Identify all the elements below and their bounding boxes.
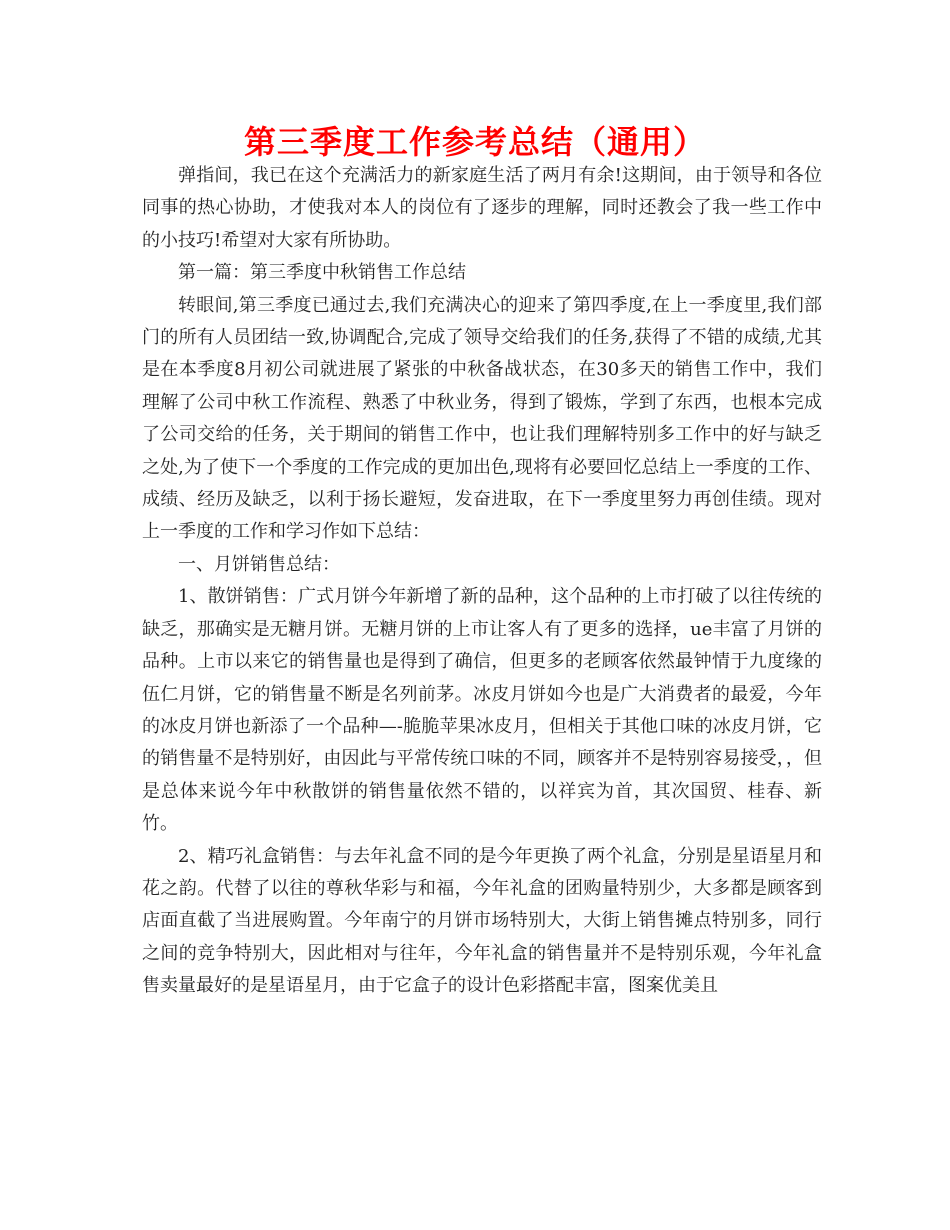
subsection-heading: 一、月饼销售总结：	[178, 553, 340, 575]
section-heading: 第一篇：第三季度中秋销售工作总结	[178, 262, 466, 284]
paragraph-loose-mooncakes: 1、散饼销售：广式月饼今年新增了新的品种，这个品种的上市打破了以往传统的缺乏，那确实是无糖月饼。无糖月饼的上市让客人有了更多的选择，ue丰富了月饼的品种。上市以来它的销售量也是得到了确信，但更多的老顾客依然最钟情于九度缘的伍仁月饼，它的销售量不断是名列前茅。冰皮月饼如今也是广大消费者的最爱，今年的冰皮月饼也新添了一个品种—-脆脆苹果冰皮月，但相关于其他口味的冰皮月饼，它的销售量不是特别好，由因此与平常传统口味的不同，顾客并不是特别容易接受，，但是总体来说今年中秋散饼的销售量依然不错的，以祥宾为首，其次国贸、桂春、新竹。	[142, 586, 822, 835]
document-body	[142, 160, 822, 1003]
paragraph-overview: 转眼间,第三季度已通过去,我们充满决心的迎来了第四季度,在上一季度里,我们部门的所有人员团结一致,协调配合,完成了领导交给我们的任务,获得了不错的成绩,尤其是在本季度8月初公司就进展了紧张的中秋备战状态，在30多天的销售工作中，我们理解了公司中秋工作流程、熟悉了中秋业务，得到了锻炼，学到了东西，也根本完成了公司交给的任务，关于期间的销售工作中，也让我们理解特别多工作中的好与缺乏之处,为了使下一个季度的工作完成的更加出色,现将有必要回忆总结上一季度的工作、成绩、经历及缺乏，以利于扬长避短，发奋进取，在下一季度里努力再创佳绩。现对上一季度的工作和学习作如下总结：	[142, 294, 822, 543]
paragraph-gift-boxes: 2、精巧礼盒销售：与去年礼盒不同的是今年更换了两个礼盒，分别是星语星月和花之韵。代替了以往的尊秋华彩与和福，今年礼盒的团购量特别少，大多都是顾客到店面直截了当进展购置。今年南宁的月饼市场特别大，大街上销售摊点特别多，同行之间的竞争特别大，因此相对与往年，今年礼盒的销售量并不是特别乐观，今年礼盒售卖量最好的是星语星月，由于它盒子的设计色彩搭配丰富，图案优美且	[142, 845, 822, 997]
document-title: 第三季度工作参考总结（通用）	[243, 123, 706, 161]
paragraph-intro: 弹指间，我已在这个充满活力的新家庭生活了两月有余!这期间，由于领导和各位同事的热心协助，才使我对本人的岗位有了逐步的理解，同时还教会了我一些工作中的小技巧!希望对大家有所协助。	[142, 165, 822, 251]
